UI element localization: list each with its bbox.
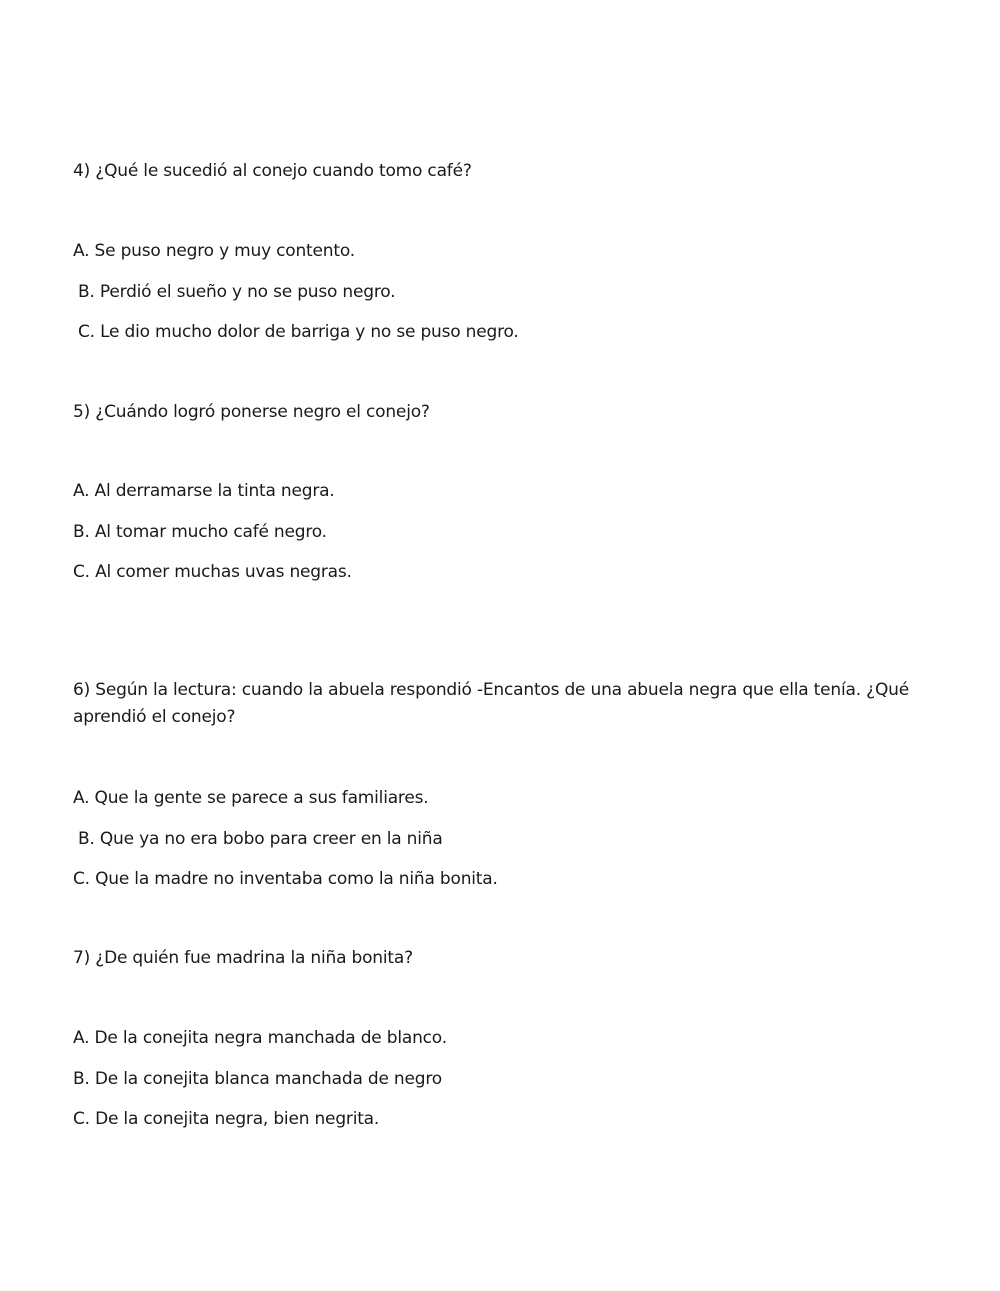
question-6-prompt: 6) Según la lectura: cuando la abuela respondió -Encantos de una abuela negra que ella tenía. ¿Qué aprendió el conejo? [73,680,909,727]
question-6-option-c: C. Que la madre no inventaba como la niña bonita. [73,869,498,889]
question-5-option-b: B. Al tomar mucho café negro. [73,522,327,542]
question-4-option-a: A. Se puso negro y muy contento. [73,241,355,261]
question-4-prompt: 4) ¿Qué le sucedió al conejo cuando tomo café? [73,161,472,181]
question-6-option-a: A. Que la gente se parece a sus familiares. [73,788,429,808]
question-6-option-b: B. Que ya no era bobo para creer en la niña [78,829,443,849]
question-4-option-c: C. Le dio mucho dolor de barriga y no se puso negro. [78,322,519,342]
question-5-prompt: 5) ¿Cuándo logró ponerse negro el conejo? [73,402,430,422]
question-7-option-a: A. De la conejita negra manchada de blanco. [73,1028,447,1048]
question-7-prompt: 7) ¿De quién fue madrina la niña bonita? [73,948,413,968]
question-5-option-a: A. Al derramarse la tinta negra. [73,481,335,501]
question-7-option-b: B. De la conejita blanca manchada de negro [73,1069,442,1089]
question-7-option-c: C. De la conejita negra, bien negrita. [73,1109,380,1129]
question-5-option-c: C. Al comer muchas uvas negras. [73,562,352,582]
question-4-option-b: B. Perdió el sueño y no se puso negro. [78,282,396,302]
